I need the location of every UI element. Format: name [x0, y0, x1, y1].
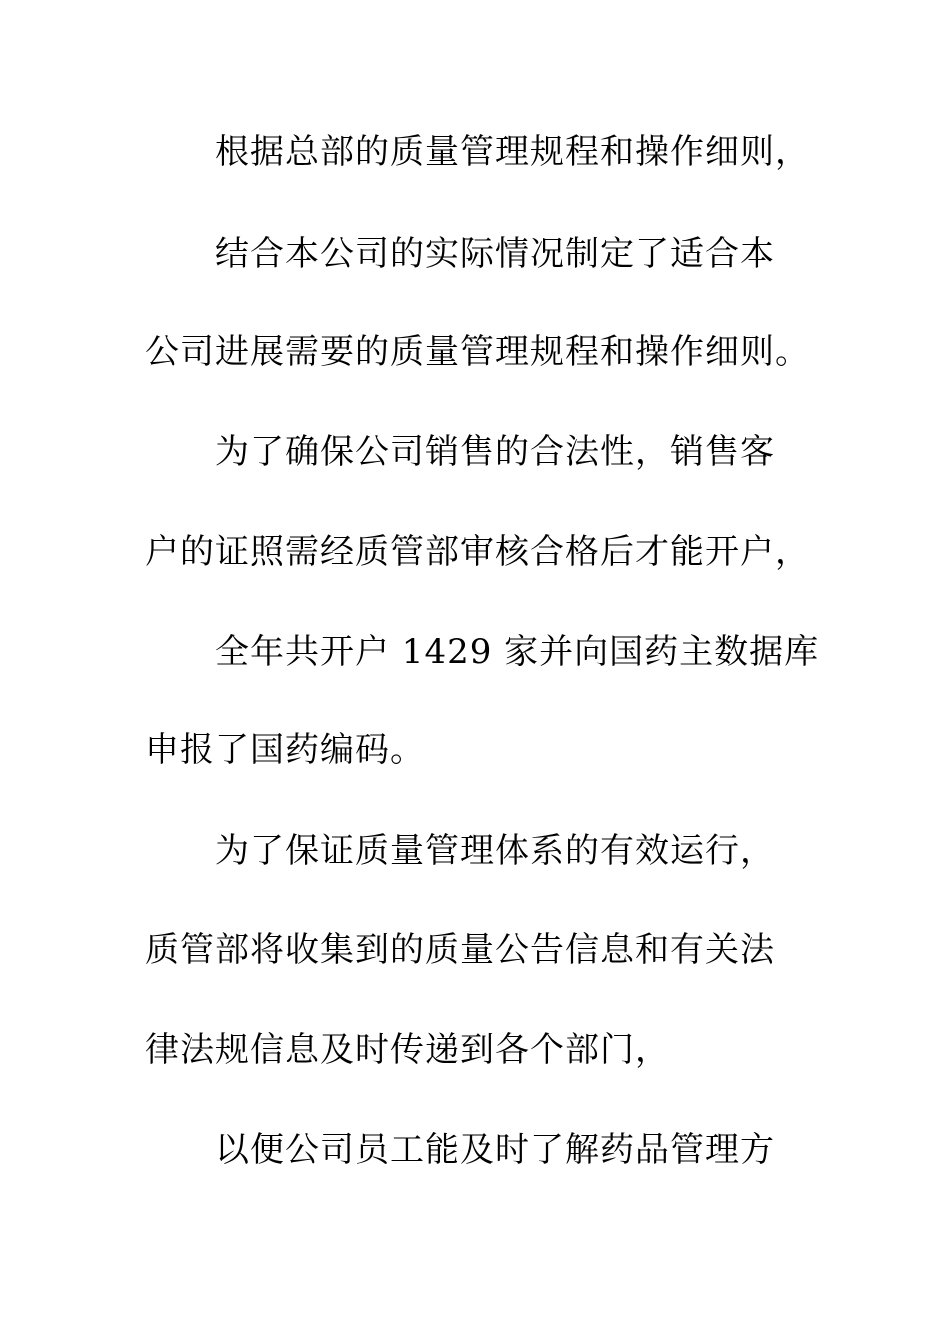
text-line-5: 户的证照需经质管部审核合格后才能开户，: [145, 532, 810, 572]
text-line-1: 根据总部的质量管理规程和操作细则，: [215, 132, 810, 172]
text-line-11: 以便公司员工能及时了解药品管理方: [215, 1130, 775, 1170]
text-line-6: 全年共开户 1429 家并向国药主数据库: [215, 632, 820, 672]
text-line-2: 结合本公司的实际情况制定了适合本: [215, 234, 775, 274]
text-line-7: 申报了国药编码。: [145, 730, 425, 770]
text-line-3: 公司进展需要的质量管理规程和操作细则。: [145, 332, 810, 372]
text-line-9: 质管部将收集到的质量公告信息和有关法: [145, 930, 775, 970]
text-line-10: 律法规信息及时传递到各个部门，: [145, 1030, 670, 1070]
text-line-8: 为了保证质量管理体系的有效运行，: [215, 831, 775, 871]
text-line-4: 为了确保公司销售的合法性，销售客: [215, 432, 775, 472]
